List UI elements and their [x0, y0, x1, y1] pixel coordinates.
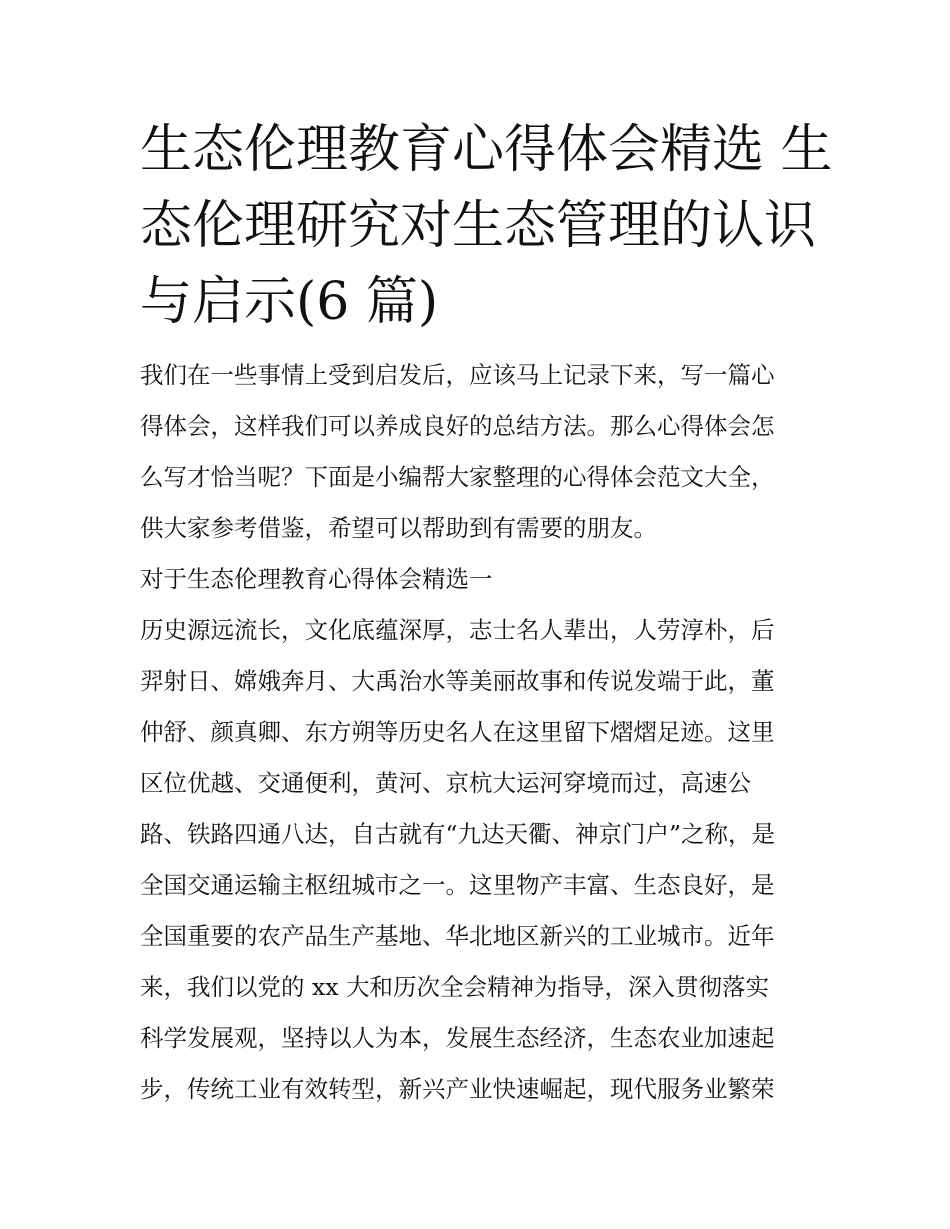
text-line: 路、铁路四通八达，自古就有“九达天衢、神京门户”之称，是 [140, 820, 776, 848]
text-line: 供大家参考借鉴，希望可以帮助到有需要的朋友。 [140, 514, 657, 542]
text-line: 羿射日、嫦娥奔月、大禹治水等美丽故事和传说发端于此，董 [140, 667, 775, 695]
document-title [140, 112, 833, 340]
section-paragraph [140, 605, 812, 1115]
text-line: 么写才恰当呢？下面是小编帮大家整理的心得体会范文大全， [140, 463, 775, 491]
text-line: 全国交通运输主枢纽城市之一。这里物产丰富、生态良好，是 [140, 871, 775, 899]
intro-paragraph [140, 350, 812, 554]
title-line: 生态伦理教育心得体会精选 生 [140, 120, 833, 180]
text-line: 来，我们以党的 xx 大和历次全会精神为指导，深入贯彻落实 [140, 973, 769, 1001]
title-line: 与启示(6 篇) [140, 272, 439, 332]
text-line: 历史源远流长，文化底蕴深厚，志士名人辈出，人劳淳朴，后 [140, 616, 775, 644]
title-line: 态伦理研究对生态管理的认识 [140, 196, 817, 256]
text-line: 全国重要的农产品生产基地、华北地区新兴的工业城市。近年 [140, 922, 775, 950]
document-page [140, 112, 833, 1115]
section-heading: 对于生态伦理教育心得体会精选一 [140, 565, 493, 593]
text-line: 我们在一些事情上受到启发后，应该马上记录下来，写一篇心 [140, 361, 775, 389]
text-line: 仲舒、颜真卿、东方朔等历史名人在这里留下熠熠足迹。这里 [140, 718, 775, 746]
text-line: 科学发展观，坚持以人为本，发展生态经济，生态农业加速起 [140, 1024, 775, 1052]
text-line: 区位优越、交通便利，黄河、京杭大运河穿境而过，高速公 [140, 769, 751, 797]
text-line: 得体会，这样我们可以养成良好的总结方法。那么心得体会怎 [140, 412, 775, 440]
text-line: 步，传统工业有效转型，新兴产业快速崛起，现代服务业繁荣 [140, 1075, 775, 1103]
